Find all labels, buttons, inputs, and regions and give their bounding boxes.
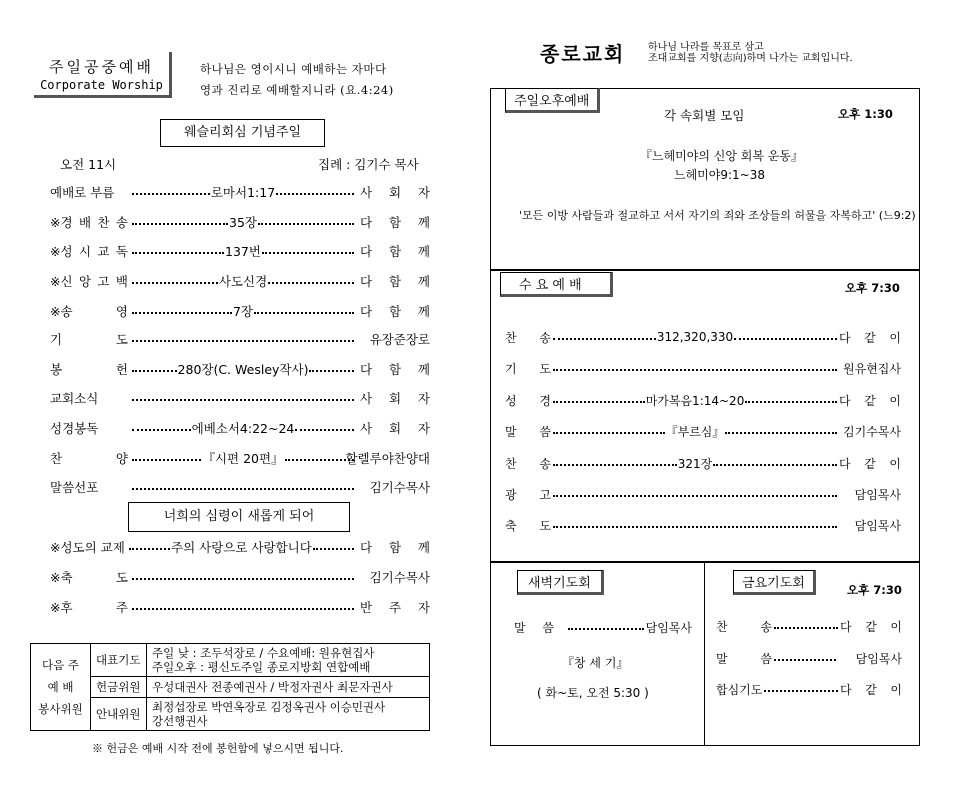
wednesday-item [505,484,901,504]
order-item-leader-person: 사 회 자 [360,421,430,436]
worship-title-box [34,52,172,98]
closing-item-label: ※후 주 [50,600,128,615]
order-item [50,270,430,292]
wednesday-item [505,358,901,378]
dawn-book: 『창 세 기』 [562,656,629,670]
order-item-label: 찬 양 [50,451,128,466]
friday-item-label: 찬 송 [716,619,772,634]
afternoon-time: 오후 1:30 [838,107,893,121]
order-item [50,387,430,409]
wednesday-time: 오후 7:30 [845,281,900,295]
order-item-label: 봉 헌 [50,362,128,377]
order-item-leader [132,360,354,378]
friday-item [716,648,902,668]
wednesday-item-label: 축 도 [505,518,551,533]
wednesday-item-label: 광 고 [505,487,551,502]
closing-item-leader [129,538,354,556]
wednesday-item-leader [553,330,837,344]
friday-title: 금요기도회 [733,570,816,595]
order-item-detail: 사도신경 [218,274,268,289]
dawn-dots [568,624,644,630]
order-item [50,328,430,350]
friday-item [716,616,902,636]
order-item-leader [132,484,354,490]
wednesday-item-label: 찬 송 [505,330,551,345]
sermon-title-box: 너희의 심령이 새롭게 되어 [128,502,350,532]
dawn-sermon-right: 담임목사 [645,620,692,635]
closing-item-detail: 주의 사랑으로 사랑합니다 [171,540,312,555]
staff-role: 안내위원 [91,698,147,731]
friday-item-leader [774,655,836,661]
wednesday-item-label: 성 경 [505,393,551,408]
order-item [50,447,430,469]
order-item-leader [132,242,354,260]
staff-table [30,643,430,731]
order-item-label: 교회소식 [50,391,99,406]
wednesday-item-leader-person: 김기수목사 [843,424,901,439]
friday-item-label: 합심기도 [716,682,763,697]
staff-row [31,644,430,677]
order-item-leader [132,336,354,342]
order-item [50,358,430,380]
closing-item [50,566,430,588]
order-item-leader-person: 다 함 께 [360,362,430,377]
wednesday-item [505,515,901,535]
order-item-label: 말씀선포 [50,480,99,495]
theme-box: 웨슬리회심 기념주일 [160,119,325,147]
closing-item-leader-person: 김기수목사 [369,570,430,585]
order-item-label: ※성 시 교 독 [50,244,128,259]
closing-item-leader-person: 반 주 자 [360,600,430,615]
church-name: 종로교회 [540,42,626,66]
wednesday-item-detail: 321장 [677,456,713,471]
order-item-leader-person: 할렐루야찬양대 [345,451,430,466]
verse-line-2: 영과 진리로 예배할지니라 (요.4:24) [200,83,394,97]
wednesday-item-leader-person: 다 같 이 [839,456,901,471]
staff-names: 최정섭장로 박연옥장로 김정옥권사 이승민권사 강선행권사 [147,698,430,731]
closing-item [50,536,430,558]
order-item-label: ※신 앙 고 백 [50,274,128,289]
closing-item-leader-person: 다 함 께 [360,540,430,555]
friday-time: 오후 7:30 [847,583,902,597]
staff-row [31,698,430,731]
wednesday-item-leader [553,365,837,371]
order-item-leader [132,183,354,201]
wednesday-item-leader-person: 원유현집사 [843,361,901,376]
order-item-leader-person: 다 함 께 [360,304,430,319]
verse-line-1: 하나님은 영이시니 예배하는 자마다 [200,62,387,76]
wednesday-item-detail: 마가복음1:14~20 [645,393,745,408]
wednesday-item-leader-person: 다 같 이 [839,330,901,345]
wednesday-item [505,453,901,473]
order-item-leader-person: 유장준장로 [369,332,430,347]
closing-item-leader [132,604,354,610]
closing-item-label: ※축 도 [50,570,128,585]
dawn-title: 새벽기도회 [517,570,604,595]
worship-time: 오전 11시 [60,157,117,172]
friday-item-leader-person: 담임목사 [855,651,902,666]
order-item-detail: 로마서1:17 [210,185,276,200]
order-item-leader-person: 사 회 자 [360,185,430,200]
staff-header: 다음 주 예 배 봉사위원 [31,644,91,731]
afternoon-ref: 느헤미야9:1~38 [674,168,766,182]
staff-table-wrap [30,643,430,731]
wednesday-title: 수 요 예 배 [500,272,613,297]
order-item-leader [132,272,354,290]
staff-row [31,677,430,698]
closing-item-label: ※성도의 교제 [50,540,125,555]
order-item-leader-person: 사 회 자 [360,391,430,406]
order-item-leader-person: 김기수목사 [369,480,430,495]
staff-role: 대표기도 [91,644,147,677]
offering-note: ※ 헌금은 예배 시작 전에 봉헌함에 넣으시면 됩니다. [92,742,344,755]
order-item-detail: 에베소서4:22~24 [191,421,295,436]
wednesday-item-label: 말 씀 [505,424,551,439]
order-item-detail: 35장 [229,215,257,230]
order-item-leader [132,449,354,467]
order-item-leader-person: 다 함 께 [360,244,430,259]
order-item [50,240,430,262]
order-item-leader [132,302,354,320]
order-item [50,181,430,203]
afternoon-title: 주일오후예배 [505,88,600,113]
friday-item-label: 말 씀 [716,651,772,666]
afternoon-subtitle: 각 속회별 모임 [664,108,745,123]
worship-title-ko: 주일공중예배 [49,58,154,76]
staff-role: 헌금위원 [91,677,147,698]
wednesday-item-leader-person: 담임목사 [854,518,901,533]
afternoon-quote: '모든 이방 사람들과 절교하고 서서 자기의 죄와 조상들의 허물을 자복하고' (느9:2) [519,209,916,222]
wednesday-item [505,327,901,347]
closing-item-leader [132,574,354,580]
wednesday-item-leader [553,491,837,497]
order-item [50,211,430,233]
wednesday-item-leader-person: 담임목사 [854,487,901,502]
wednesday-item [505,390,901,410]
order-item-label: ※경 배 찬 송 [50,215,128,230]
order-item-leader [132,395,354,401]
order-item-label: 예배로 부름 [50,185,115,200]
order-item [50,417,430,439]
order-item-detail: 280장(C. Wesley작사) [177,362,309,377]
order-item-detail: 137번 [225,244,261,259]
afternoon-book-title: 『느헤미야의 신앙 회복 운동』 [640,149,803,163]
order-item-leader [132,419,354,437]
wednesday-item-leader-person: 다 같 이 [839,393,901,408]
order-item [50,300,430,322]
order-item-leader [132,213,354,231]
order-item-leader-person: 다 함 께 [360,274,430,289]
wednesday-item-leader [553,522,837,528]
dawn-schedule: ( 화~토, 오전 5:30 ) [537,686,649,700]
staff-names: 우성대권사 전종예권사 / 박정자권사 최문자권사 [147,677,430,698]
friday-item-leader [774,623,838,629]
wednesday-item-label: 찬 송 [505,456,551,471]
motto-line-2: 조대교회를 지향(志向)하며 나가는 교회입니다. [648,53,853,64]
wednesday-item-detail: 『부르심』 [665,424,725,439]
order-item-detail: 7장 [232,304,254,319]
order-item-leader-person: 다 함 께 [360,215,430,230]
church-motto [648,42,853,64]
wednesday-item-label: 기 도 [505,361,551,376]
wednesday-item-leader [553,455,837,472]
friday-item-leader [764,686,838,692]
order-item-label: ※송 영 [50,304,128,319]
order-item-label: 성경봉독 [50,421,99,436]
dawn-sermon-label: 말 씀 [514,620,554,635]
friday-item-leader-person: 다 같 이 [840,682,902,697]
worship-title-en: Corporate Worship [40,78,163,92]
closing-item [50,596,430,618]
wednesday-item [505,421,901,441]
order-item [50,476,430,498]
dawn-sermon-row [514,617,692,637]
wednesday-item-leader [553,423,837,440]
friday-item-leader-person: 다 같 이 [840,619,902,634]
prayer-divider [704,562,705,746]
order-item-detail: 『시편 20편』 [202,451,284,466]
presider: 집례 : 김기수 목사 [318,157,419,172]
wednesday-item-detail: 312,320,330 [656,330,734,344]
friday-item [716,679,902,699]
staff-names: 주일 낮 : 조두석장로 / 수요예배: 원유현집사 주일오후 : 평신도주일 종로지방회 연합예배 [147,644,430,677]
motto-line-1: 하나님 나라를 목표로 삼고 [648,42,764,53]
order-item-label: 기 도 [50,332,128,347]
wednesday-item-leader [553,392,837,409]
